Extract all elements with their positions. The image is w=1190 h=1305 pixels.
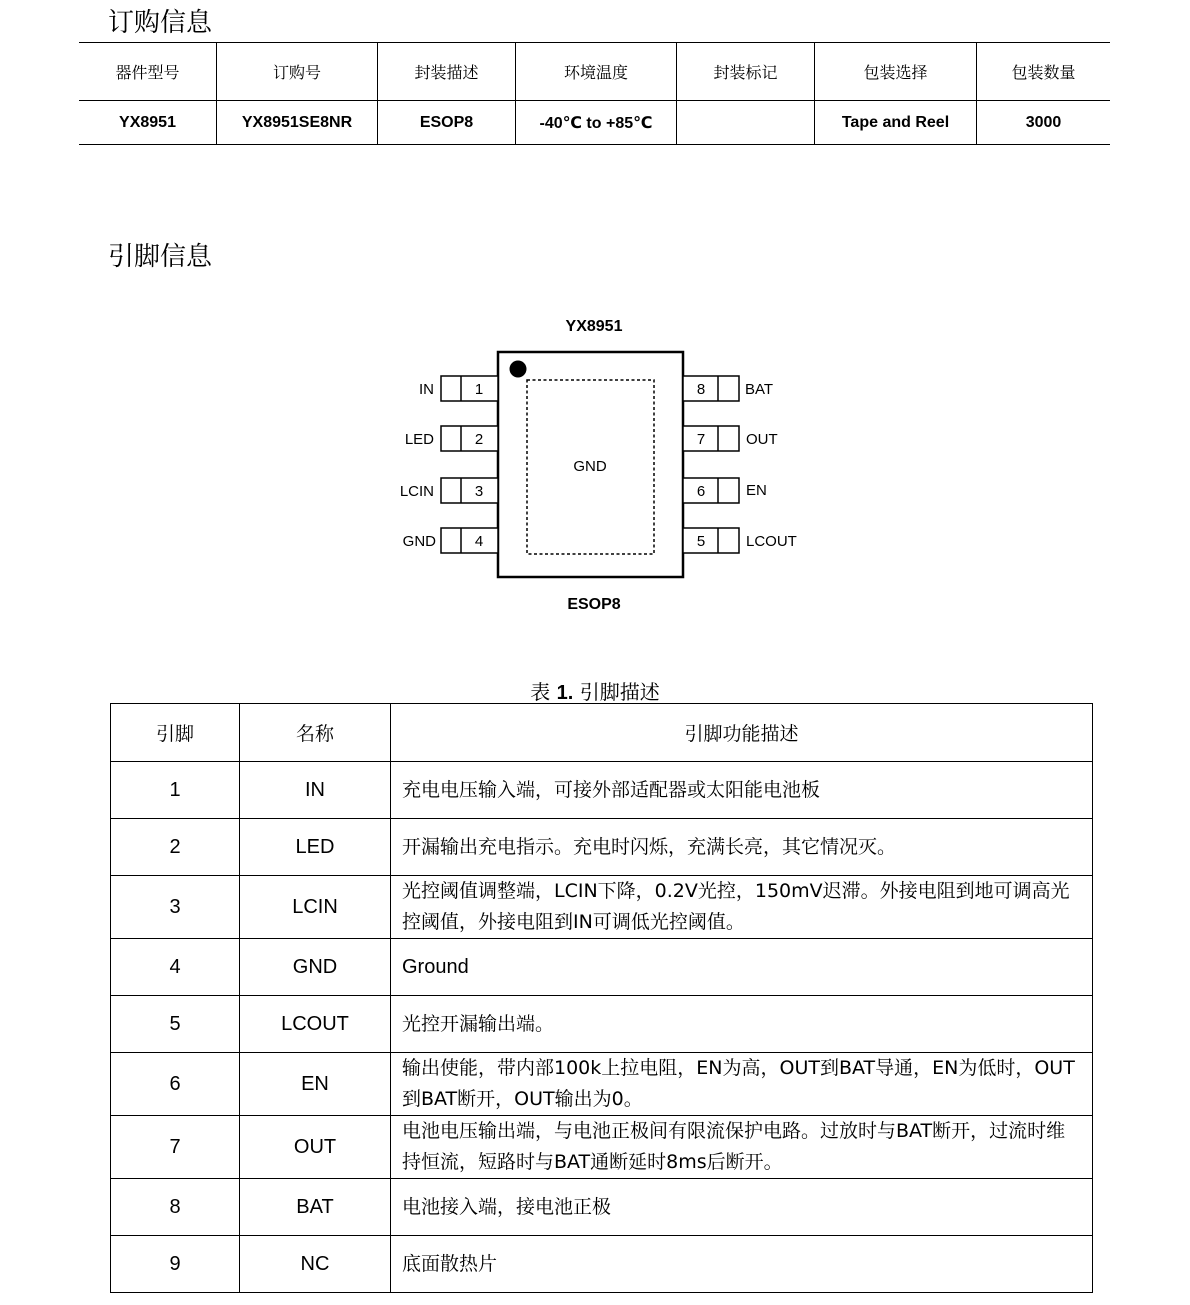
pin-number: 1 [474, 381, 484, 398]
pin-info-title: 引脚信息 [108, 242, 213, 272]
cell-part-number: YX8951 [79, 101, 217, 145]
table-row [111, 939, 1093, 996]
cell-pin: 8 [111, 1179, 240, 1236]
cell-description: 开漏输出充电指示。充电时闪烁，充满长亮，其它情况灭。 [391, 819, 1093, 876]
pin-number: 4 [474, 533, 484, 550]
cell-name: LCIN [240, 876, 391, 939]
diagram-part-label: YX8951 [565, 318, 623, 335]
pin-box [683, 528, 739, 553]
header-name: 名称 [240, 704, 391, 762]
cell-pin: 3 [111, 876, 240, 939]
ordering-info-title: 订购信息 [108, 8, 213, 38]
pin-number: 7 [696, 431, 706, 448]
header-pin: 引脚 [111, 704, 240, 762]
pin-diagram [380, 305, 820, 625]
ordering-table-header [79, 43, 1110, 101]
left-pin-4 [403, 528, 498, 553]
left-pin-1 [419, 376, 498, 401]
pin-number: 8 [696, 381, 706, 398]
cell-pin: 5 [111, 996, 240, 1053]
caption-prefix: 表 [530, 680, 551, 704]
cell-name: IN [240, 762, 391, 819]
pin-box [683, 478, 739, 503]
table-row [111, 819, 1093, 876]
cell-description: 电池接入端，接电池正极 [391, 1179, 1093, 1236]
right-pin-6 [683, 478, 767, 503]
pin-name: LED [404, 431, 434, 448]
right-pin-7 [683, 426, 778, 451]
table-row [111, 996, 1093, 1053]
cell-description: Ground [391, 939, 1093, 996]
ordering-table-row [79, 101, 1110, 145]
cell-order-number: YX8951SE8NR [217, 101, 378, 145]
cell-packing-option: Tape and Reel [815, 101, 977, 145]
pin-number: 2 [474, 431, 484, 448]
header-packing-quantity: 包装数量 [977, 43, 1111, 101]
table-row [111, 1116, 1093, 1179]
pin-description-table [110, 703, 1093, 1293]
cell-name: EN [240, 1053, 391, 1116]
caption-text: 引脚描述 [579, 680, 660, 704]
table-row [111, 1053, 1093, 1116]
table-row [111, 762, 1093, 819]
pin-name: LCIN [399, 483, 434, 500]
table-row [111, 1236, 1093, 1293]
table-row [111, 1179, 1093, 1236]
cell-pin: 9 [111, 1236, 240, 1293]
cell-pin: 6 [111, 1053, 240, 1116]
pin-table-caption [0, 676, 1190, 705]
header-description: 引脚功能描述 [391, 704, 1093, 762]
cell-description: 电池电压输出端，与电池正极间有限流保护电路。过放时与BAT断开，过流时维持恒流，短路时与BAT通断延时8ms后断开。 [391, 1116, 1093, 1179]
cell-pin: 4 [111, 939, 240, 996]
ordering-table [79, 42, 1110, 145]
header-part-number: 器件型号 [79, 43, 217, 101]
diagram-package-label: ESOP8 [567, 596, 621, 613]
cell-name: NC [240, 1236, 391, 1293]
cell-temperature: -40℃ to +85℃ [516, 101, 677, 145]
right-pin-5 [683, 528, 797, 553]
pin-name: BAT [745, 381, 774, 398]
pin1-marker-dot [510, 361, 527, 378]
cell-description: 底面散热片 [391, 1236, 1093, 1293]
cell-pin: 1 [111, 762, 240, 819]
header-order-number: 订购号 [217, 43, 378, 101]
header-packing-option: 包装选择 [815, 43, 977, 101]
pin-box [441, 426, 498, 451]
pin-box [441, 478, 498, 503]
cell-description: 充电电压输入端，可接外部适配器或太阳能电池板 [391, 762, 1093, 819]
cell-name: GND [240, 939, 391, 996]
cell-description: 输出使能，带内部100k上拉电阻，EN为高，OUT到BAT导通，EN为低时，OUT到BAT断开，OUT输出为0。 [391, 1053, 1093, 1116]
cell-packing-quantity: 3000 [977, 101, 1111, 145]
pin-box [441, 376, 498, 401]
cell-pin: 2 [111, 819, 240, 876]
cell-name: OUT [240, 1116, 391, 1179]
cell-description: 光控阈值调整端，LCIN下降，0.2V光控，150mV迟滞。外接电阻到地可调高光控阈值，外接电阻到IN可调低光控阈值。 [391, 876, 1093, 939]
left-pin-2 [405, 426, 498, 451]
pin-box [441, 528, 498, 553]
cell-name: BAT [240, 1179, 391, 1236]
pin-number: 6 [696, 483, 706, 500]
caption-number: 1. [556, 682, 574, 704]
cell-package-marking [677, 101, 815, 145]
exposed-pad-label: GND [573, 458, 607, 475]
cell-name: LCOUT [240, 996, 391, 1053]
pin-name: EN [746, 482, 767, 499]
left-pin-3 [400, 478, 498, 503]
pin-number: 3 [474, 483, 484, 500]
pin-name: OUT [746, 431, 778, 448]
cell-package-desc: ESOP8 [378, 101, 516, 145]
pin-name: IN [419, 381, 434, 398]
table-row [111, 876, 1093, 939]
pin-number: 5 [696, 533, 706, 550]
pin-name: LCOUT [746, 533, 797, 550]
pin-box [683, 426, 739, 451]
pin-table-header [111, 704, 1093, 762]
cell-pin: 7 [111, 1116, 240, 1179]
cell-name: LED [240, 819, 391, 876]
header-temperature: 环境温度 [516, 43, 677, 101]
header-package-marking: 封装标记 [677, 43, 815, 101]
right-pin-8 [683, 376, 773, 401]
pin-box [683, 376, 739, 401]
cell-description: 光控开漏输出端。 [391, 996, 1093, 1053]
pin-name: GND [402, 533, 436, 550]
header-package-desc: 封装描述 [378, 43, 516, 101]
